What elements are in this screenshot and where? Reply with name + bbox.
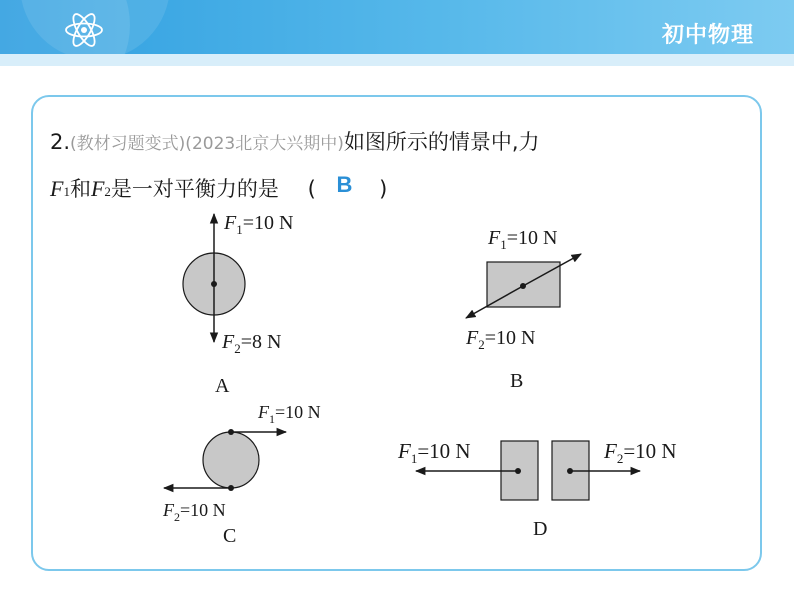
figure-d-left-dot: [515, 468, 521, 474]
subject-label: 初中物理: [661, 23, 754, 48]
figure-d-f2-var: F: [604, 439, 617, 463]
force-f2-var: F: [90, 176, 105, 201]
figure-a-f2-value: =8 N: [240, 331, 282, 353]
figure-c-f2-value: =10 N: [180, 500, 226, 520]
figure-b-f1-label: [487, 227, 557, 252]
question-text-1: 如图所示的情景中,力: [343, 130, 540, 154]
figure-c-f2-label: [162, 500, 226, 524]
figure-c-bottom-dot: [228, 485, 234, 491]
force-f1-var: F: [50, 176, 64, 201]
answer-value: B: [336, 172, 353, 197]
force-f1-sub: 1: [63, 184, 70, 199]
figure-d-letter: D: [533, 518, 548, 540]
figure-d-right-dot: [567, 468, 573, 474]
figure-b-f1-var: F: [488, 227, 501, 249]
figure-c-f2-var: F: [163, 500, 174, 520]
figure-a-f2-sub: 2: [234, 341, 241, 356]
answer-paren-open: (: [307, 177, 316, 201]
figure-b-letter: B: [510, 370, 524, 392]
figure-c-f1-label: [257, 402, 321, 426]
figure-c-top-dot: [228, 429, 234, 435]
figure-c: [162, 402, 321, 547]
figure-c-f2-sub: 2: [174, 510, 180, 524]
figure-a-center-dot: [211, 281, 217, 287]
figure-b-f2-label: [465, 327, 535, 352]
figure-c-letter: C: [223, 525, 237, 547]
figure-a-f2-label: [221, 331, 281, 356]
figure-b-f1-sub: 1: [500, 237, 507, 252]
question-conjunction: 和: [69, 177, 91, 201]
figure-c-f1-value: =10 N: [275, 402, 321, 422]
figure-b-f2-value: =10 N: [484, 327, 536, 349]
figure-d-f1-sub: 1: [410, 451, 418, 466]
figure-c-ball: [203, 432, 259, 488]
figure-a-f2-var: F: [222, 331, 235, 353]
figure-a-f1-label: [223, 212, 293, 237]
question-text-2: 是一对平衡力的是: [110, 177, 279, 201]
figure-b-f1-value: =10 N: [506, 227, 558, 249]
figure-d-f1-value: =10 N: [417, 439, 471, 463]
figure-d-f2-sub: 2: [616, 451, 624, 466]
figure-d: [397, 439, 677, 540]
figure-b-f2-var: F: [466, 327, 479, 349]
figure-c-f1-var: F: [258, 402, 269, 422]
figure-b-center-dot: [520, 283, 526, 289]
figure-d-f2-value: =10 N: [623, 439, 677, 463]
figure-a: [183, 212, 293, 397]
figure-b: [465, 227, 581, 392]
figure-a-f1-var: F: [224, 212, 237, 234]
question-source: (教材习题变式)(2023北京大兴期中): [70, 134, 344, 154]
answer-paren-close: ): [379, 177, 388, 201]
figure-a-letter: A: [215, 375, 230, 397]
figure-d-f1-var: F: [398, 439, 411, 463]
figure-a-f1-sub: 1: [236, 222, 243, 237]
figure-a-f1-value: =10 N: [242, 212, 294, 234]
question-number: 2.: [50, 130, 71, 154]
force-f2-sub: 2: [104, 184, 111, 199]
figure-c-f1-sub: 1: [269, 412, 275, 426]
figure-d-f1-label: [397, 439, 471, 466]
figure-b-f2-sub: 2: [478, 337, 485, 352]
figure-d-f2-label: [603, 439, 677, 466]
